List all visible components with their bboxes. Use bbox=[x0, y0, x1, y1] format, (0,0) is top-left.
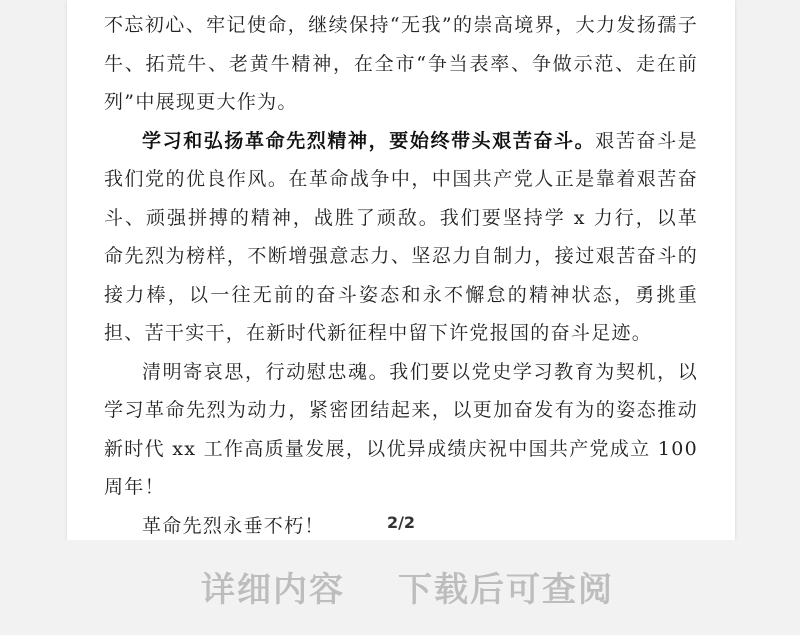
paragraph-2 bbox=[104, 122, 698, 353]
page-number: 2/2 bbox=[386, 513, 416, 532]
paragraph-2-lead: 学习和弘扬革命先烈精神，要始终带头艰苦奋斗。 bbox=[142, 129, 596, 152]
paragraph-2-text: 艰苦奋斗是我们党的优良作风。在革命战争中，中国共产党人正是靠着艰苦奋斗、顽强拼搏的精神，战胜了顽敌。我们要坚持学 x 力行，以革命先烈为榜样，不断增强意志力、坚忍力自制力，接过艰苦奋斗的接力棒，以一往无前的奋斗姿态和永不懈怠的精神状态，勇挑重担、苦干实干，在新时代新征程中留下许党报国的奋斗足迹。 bbox=[104, 129, 698, 344]
paragraph-3-text: 清明寄哀思，行动慰忠魂。我们要以党史学习教育为契机，以学习革命先烈为动力，紧密团结起来，以更加奋发有为的姿态推动新时代 xx 工作高质量发展，以优异成绩庆祝中国共产党成立 100 周年！ bbox=[104, 360, 698, 498]
document-page bbox=[67, 0, 735, 540]
download-to-view-button[interactable]: 下载后可查阅 bbox=[398, 570, 614, 610]
paragraph-1 bbox=[104, 6, 698, 122]
details-button[interactable]: 详细内容 bbox=[201, 570, 345, 610]
document-body bbox=[104, 6, 698, 545]
paragraph-1-text: 不忘初心、牢记使命，继续保持“无我”的崇高境界，大力发扬孺子牛、拓荒牛、老黄牛精神，在全市“争当表率、争做示范、走在前列”中展现更大作为。 bbox=[104, 14, 698, 113]
paragraph-3 bbox=[104, 353, 698, 507]
paragraph-4-text: 革命先烈永垂不朽！ bbox=[142, 514, 325, 537]
